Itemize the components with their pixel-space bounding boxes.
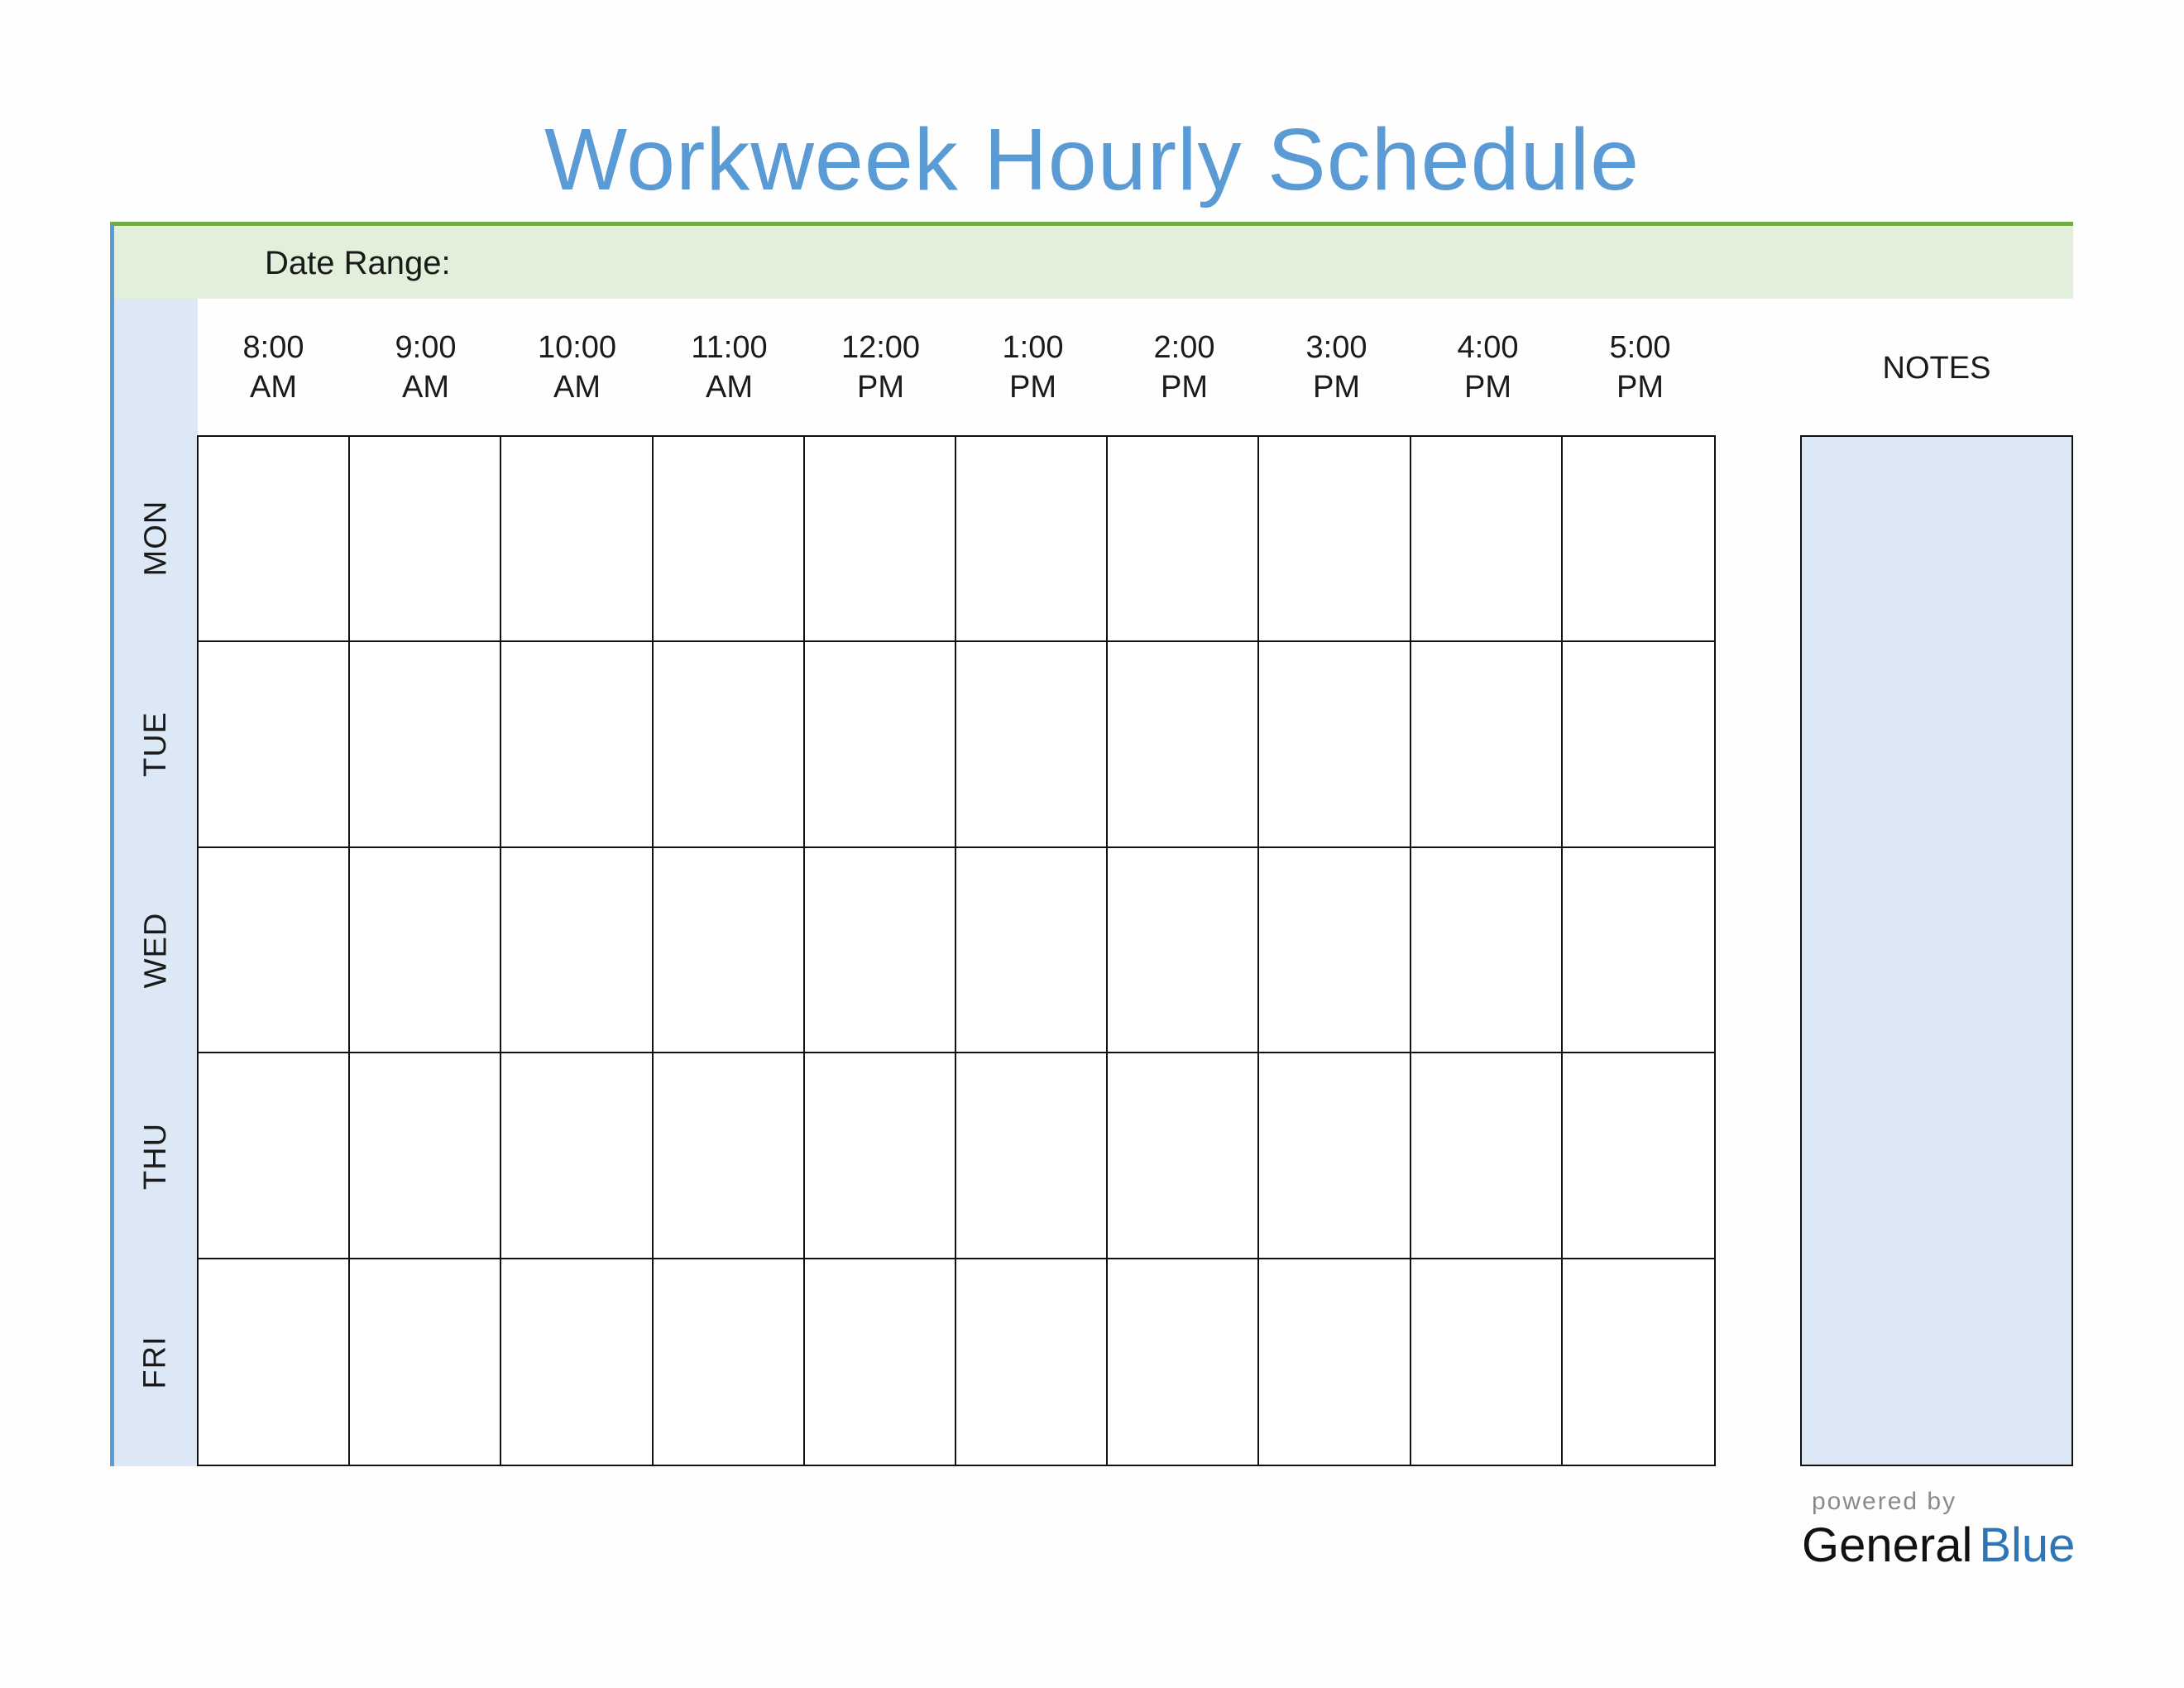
schedule-cell[interactable] xyxy=(956,1053,1108,1259)
day-label-wed: WED xyxy=(138,912,173,989)
schedule-cell[interactable] xyxy=(805,437,956,642)
schedule-cell[interactable] xyxy=(501,437,653,642)
schedule-cell[interactable] xyxy=(805,1259,956,1465)
page-title: Workweek Hourly Schedule xyxy=(544,111,1640,209)
time-header-3pm: 3:00 PM xyxy=(1305,330,1367,405)
schedule-cell[interactable] xyxy=(1108,848,1259,1053)
schedule-cell[interactable] xyxy=(1563,848,1714,1053)
schedule-cell[interactable] xyxy=(654,642,805,847)
schedule-cell[interactable] xyxy=(956,642,1108,847)
day-label-thu: THU xyxy=(137,1122,173,1191)
schedule-cell[interactable] xyxy=(350,1053,501,1259)
time-header-9am: 9:00 AM xyxy=(395,330,457,405)
schedule-cell[interactable] xyxy=(199,848,350,1053)
time-header-10am: 10:00 AM xyxy=(537,330,617,405)
time-header-11am: 11:00 AM xyxy=(691,330,768,405)
powered-by-text: powered by xyxy=(1812,1488,1957,1515)
schedule-cell[interactable] xyxy=(1563,437,1714,642)
schedule-cell[interactable] xyxy=(501,642,653,847)
time-header-12pm: 12:00 PM xyxy=(841,330,921,405)
schedule-cell[interactable] xyxy=(350,1259,501,1465)
brand-logo xyxy=(1802,1516,2075,1575)
schedule-cell[interactable] xyxy=(1259,437,1410,642)
schedule-cell[interactable] xyxy=(956,437,1108,642)
schedule-cell[interactable] xyxy=(654,437,805,642)
time-header-2pm: 2:00 PM xyxy=(1153,330,1215,405)
day-label-fri: FRI xyxy=(138,1336,173,1389)
schedule-cell[interactable] xyxy=(1563,1259,1714,1465)
schedule-cell[interactable] xyxy=(350,848,501,1053)
time-header-4pm: 4:00 PM xyxy=(1457,330,1519,405)
schedule-cell[interactable] xyxy=(501,848,653,1053)
schedule-cell[interactable] xyxy=(1259,1259,1410,1465)
schedule-cell[interactable] xyxy=(654,848,805,1053)
schedule-cell[interactable] xyxy=(199,642,350,847)
schedule-cell[interactable] xyxy=(1108,642,1259,847)
schedule-cell[interactable] xyxy=(1411,642,1563,847)
schedule-cell[interactable] xyxy=(956,1259,1108,1465)
time-header-8am: 8:00 AM xyxy=(242,330,304,405)
schedule-cell[interactable] xyxy=(805,848,956,1053)
schedule-cell[interactable] xyxy=(501,1259,653,1465)
schedule-cell[interactable] xyxy=(199,1053,350,1259)
day-label-tue: TUE xyxy=(138,712,173,777)
day-label-mon: MON xyxy=(138,500,173,577)
schedule-cell[interactable] xyxy=(1259,642,1410,847)
schedule-cell[interactable] xyxy=(956,848,1108,1053)
schedule-cell[interactable] xyxy=(1108,1053,1259,1259)
time-header-1pm: 1:00 PM xyxy=(1002,330,1064,405)
date-range-label: Date Range: xyxy=(265,245,451,281)
schedule-cell[interactable] xyxy=(1108,437,1259,642)
schedule-cell[interactable] xyxy=(1563,642,1714,847)
schedule-cell[interactable] xyxy=(1108,1259,1259,1465)
schedule-cell[interactable] xyxy=(501,1053,653,1259)
notes-box[interactable] xyxy=(1800,435,2073,1466)
time-header-5pm: 5:00 PM xyxy=(1609,330,1671,405)
schedule-cell[interactable] xyxy=(1411,848,1563,1053)
schedule-cell[interactable] xyxy=(199,437,350,642)
schedule-cell[interactable] xyxy=(1411,437,1563,642)
schedule-cell[interactable] xyxy=(350,437,501,642)
brand-logo-part2: Blue xyxy=(1979,1518,2076,1572)
schedule-cell[interactable] xyxy=(1259,848,1410,1053)
notes-header: NOTES xyxy=(1882,351,1991,386)
schedule-cell[interactable] xyxy=(1411,1259,1563,1465)
schedule-cell[interactable] xyxy=(654,1053,805,1259)
schedule-cell[interactable] xyxy=(654,1259,805,1465)
schedule-cell[interactable] xyxy=(805,642,956,847)
schedule-cell[interactable] xyxy=(805,1053,956,1259)
schedule-cell[interactable] xyxy=(1411,1053,1563,1259)
schedule-cell[interactable] xyxy=(1563,1053,1714,1259)
schedule-grid xyxy=(197,435,1716,1466)
schedule-cell[interactable] xyxy=(199,1259,350,1465)
brand-logo-part1: General xyxy=(1802,1518,1973,1572)
schedule-cell[interactable] xyxy=(1259,1053,1410,1259)
schedule-cell[interactable] xyxy=(350,642,501,847)
